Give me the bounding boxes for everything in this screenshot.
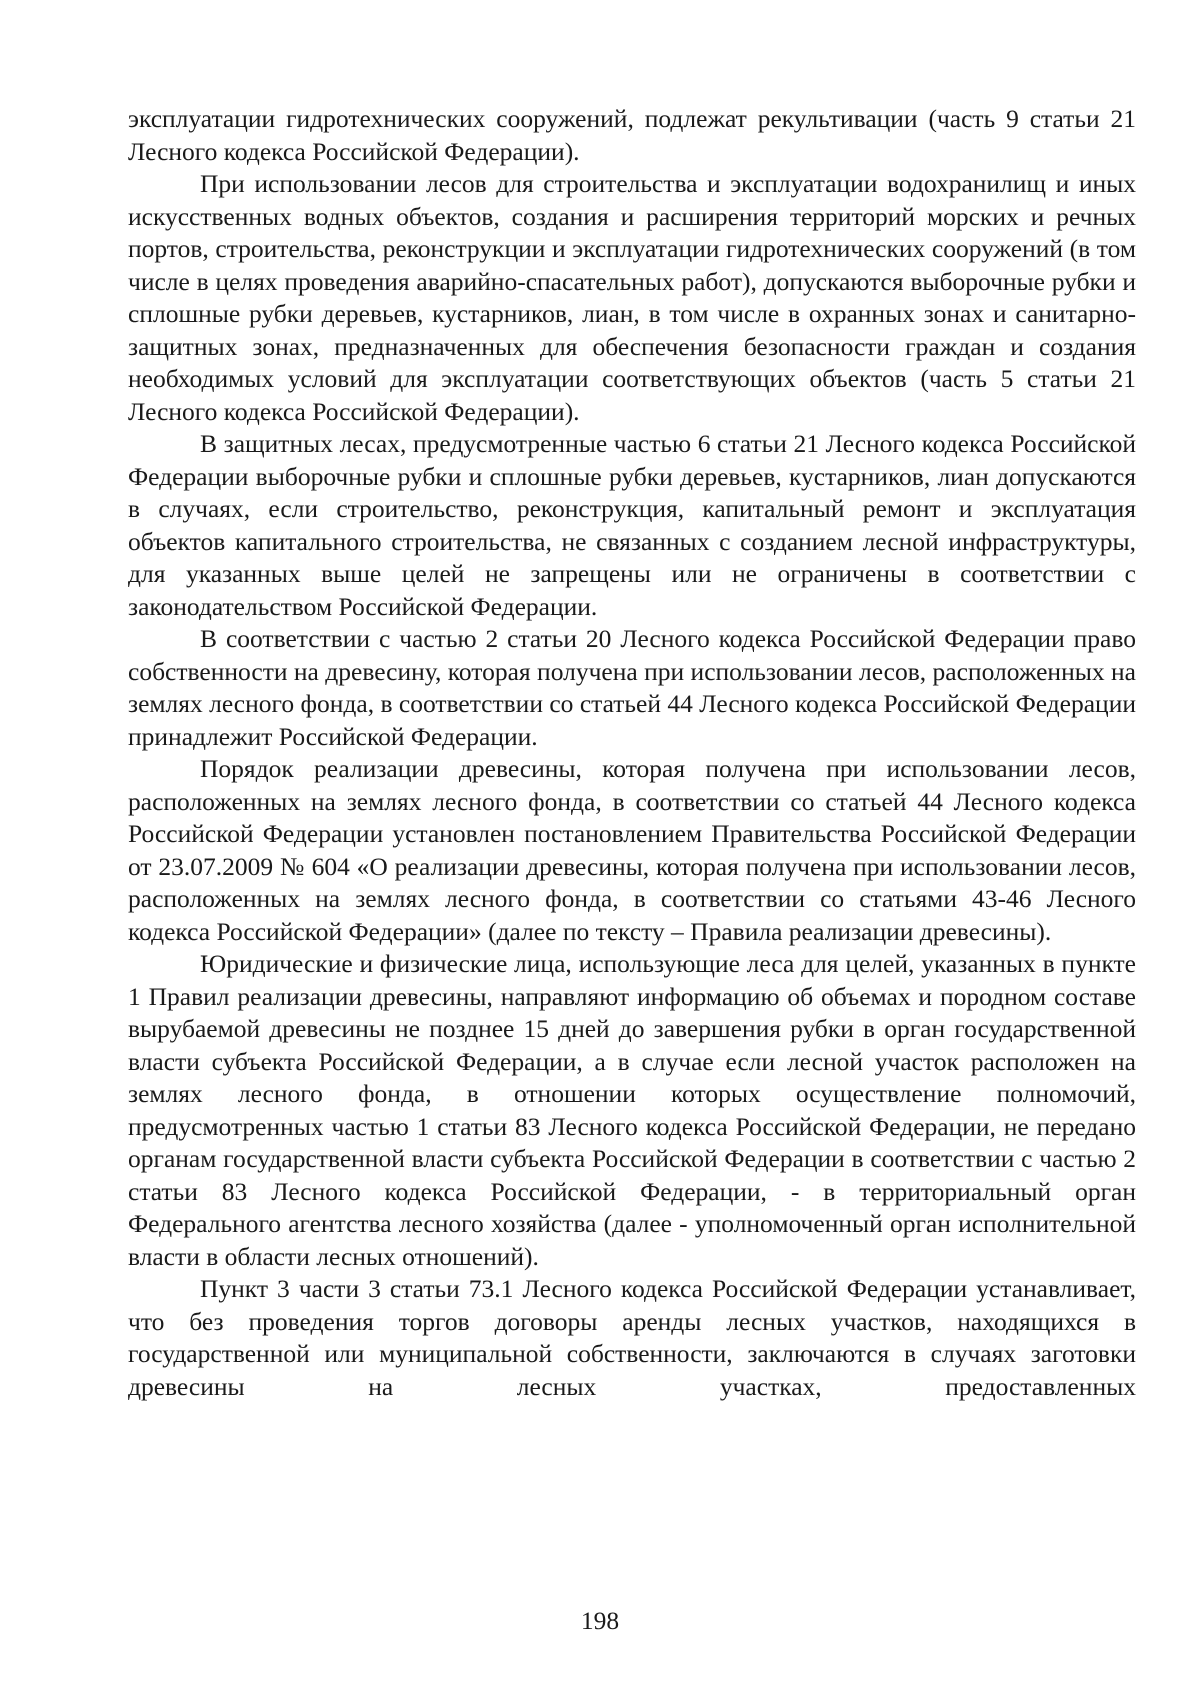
paragraph-4: В соответствии с частью 2 статьи 20 Лесного кодекса Российской Федерации право собственности на древесину, которая получена при использовании лесов, расположенных на землях лесного фонда, в соответствии со статьей 44 Лесного кодекса Российской Федерации принадлежит Российской Федерации.: [128, 624, 1136, 751]
paragraph-3: В защитных лесах, предусмотренные частью 6 статьи 21 Лесного кодекса Российской Федерации выборочные рубки и сплошные рубки деревьев, кустарников, лиан допускаются в случаях, если строительство, реконструкция, капитальный ремонт и эксплуатация объектов капитального строительства, не связанных с созданием лесной инфраструктуры, для указанных выше целей не запрещены или не ограничены в соответствии с законодательством Российской Федерации.: [128, 429, 1136, 621]
paragraph-5: Порядок реализации древесины, которая получена при использовании лесов, расположенных на землях лесного фонда, в соответствии со статьей 44 Лесного кодекса Российской Федерации установлен постановлением Правительства Российской Федерации от 23.07.2009 № 604 «О реализации древесины, которая получена при использовании лесов, расположенных на землях лесного фонда, в соответствии со статьями 43-46 Лесного кодекса Российской Федерации» (далее по тексту – Правила реализации древесины).: [128, 754, 1136, 946]
paragraph-1: эксплуатации гидротехнических сооружений, подлежат рекультивации (часть 9 статьи 21 Лесного кодекса Российской Федерации).: [128, 104, 1136, 166]
page-number: 198: [580, 1606, 620, 1635]
paragraph-2: При использовании лесов для строительства и эксплуатации водохранилищ и иных искусственных водных объектов, создания и расширения территорий морских и речных портов, строительства, реконструкции и эксплуатации гидротехнических сооружений (в том числе в целях проведения аварийно-спасательных работ), допускаются выборочные рубки и сплошные рубки деревьев, кустарников, лиан, в том числе в охранных зонах и санитарно-защитных зонах, предназначенных для обеспечения безопасности граждан и создания необходимых условий для эксплуатации соответствующих объектов (часть 5 статьи 21 Лесного кодекса Российской Федерации).: [128, 169, 1136, 426]
document-body: [128, 103, 1136, 1403]
paragraph-7: Пункт 3 части 3 статьи 73.1 Лесного кодекса Российской Федерации устанавливает, что без проведения торгов договоры аренды лесных участков, находящихся в государственной или муниципальной собственности, заключаются в случаях заготовки древесины на лесных участках, предоставленных: [128, 1274, 1136, 1401]
paragraph-6: Юридические и физические лица, использующие леса для целей, указанных в пункте 1 Правил реализации древесины, направляют информацию об объемах и породном составе вырубаемой древесины не позднее 15 дней до завершения рубки в орган государственной власти субъекта Российской Федерации, а в случае если лесной участок расположен на землях лесного фонда, в отношении которых осуществление полномочий, предусмотренных частью 1 статьи 83 Лесного кодекса Российской Федерации, не передано органам государственной власти субъекта Российской Федерации в соответствии с частью 2 статьи 83 Лесного кодекса Российской Федерации, - в территориальный орган Федерального агентства лесного хозяйства (далее - уполномоченный орган исполнительной власти в области лесных отношений).: [128, 949, 1136, 1271]
